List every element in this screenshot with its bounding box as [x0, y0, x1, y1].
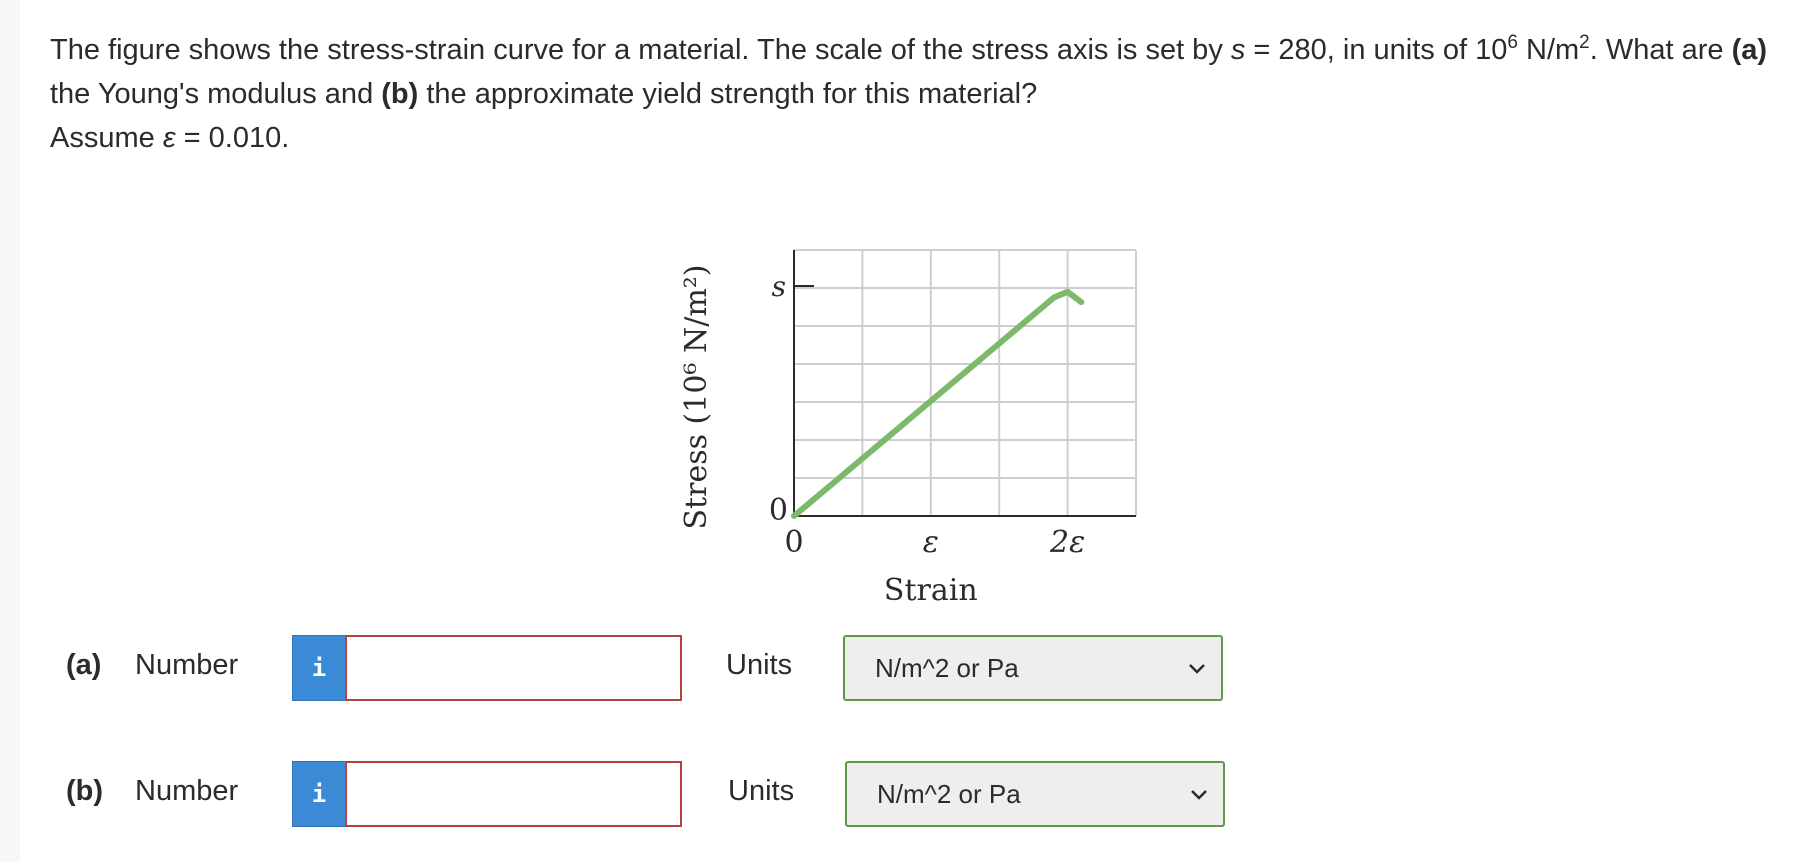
part-b-label: (b): [66, 775, 104, 807]
units-selected-b: N/m^2 or Pa: [877, 778, 1021, 809]
stress-strain-figure: [680, 236, 1140, 606]
info-icon[interactable]: i: [292, 761, 346, 827]
question-text: [50, 28, 1790, 160]
question-line1-pre: The figure shows the stress-strain curve for a material. The scale of the stress axis is set by: [50, 34, 1231, 66]
y-tick-label: 0: [768, 493, 788, 528]
units-selected-a: N/m^2 or Pa: [875, 652, 1019, 683]
left-margin-strip: [0, 0, 20, 862]
epsilon-symbol: ε: [162, 122, 176, 154]
y-axis-label: Stress (10⁶ N/m²): [679, 264, 714, 530]
x-tick-label: 2ε: [1050, 525, 1086, 560]
question-line1-end: . What are: [1589, 34, 1732, 66]
units-select-a[interactable]: [843, 635, 1223, 701]
x-tick-label: 0: [784, 525, 804, 560]
chevron-down-icon: [1187, 659, 1207, 679]
question-line2-mid: the Young's modulus and: [50, 78, 382, 110]
units-label-b: Units: [728, 775, 795, 807]
number-input-a[interactable]: [346, 635, 682, 701]
y-tick-label: s: [771, 270, 786, 303]
question-line1-mid: = 280, in units of 10: [1245, 34, 1508, 66]
units-label-a: Units: [726, 649, 793, 681]
s-symbol: s: [1230, 34, 1246, 66]
number-label-b: Number: [135, 775, 239, 807]
question-line2-end: the approximate yield strength for this material?: [418, 78, 1038, 110]
question-units: N/m: [1517, 34, 1580, 66]
part-a-label: (a): [66, 649, 102, 681]
answer-row-b: [0, 761, 1808, 827]
units-select-b[interactable]: [845, 761, 1225, 827]
assume-end: = 0.010.: [175, 122, 290, 154]
stress-strain-chart: [680, 236, 1140, 606]
assume-pre: Assume: [50, 122, 163, 154]
info-icon[interactable]: i: [292, 635, 346, 701]
answer-row-a: [0, 635, 1808, 701]
number-input-b[interactable]: [346, 761, 682, 827]
question-part-b-tag: (b): [381, 78, 419, 110]
exponent-6: 6: [1507, 32, 1518, 53]
exponent-2: 2: [1579, 32, 1590, 53]
number-label-a: Number: [135, 649, 239, 681]
question-part-a-tag: (a): [1731, 34, 1768, 66]
chevron-down-icon: [1189, 785, 1209, 805]
x-axis-label: Strain: [883, 573, 978, 608]
x-tick-label: ε: [922, 525, 939, 560]
